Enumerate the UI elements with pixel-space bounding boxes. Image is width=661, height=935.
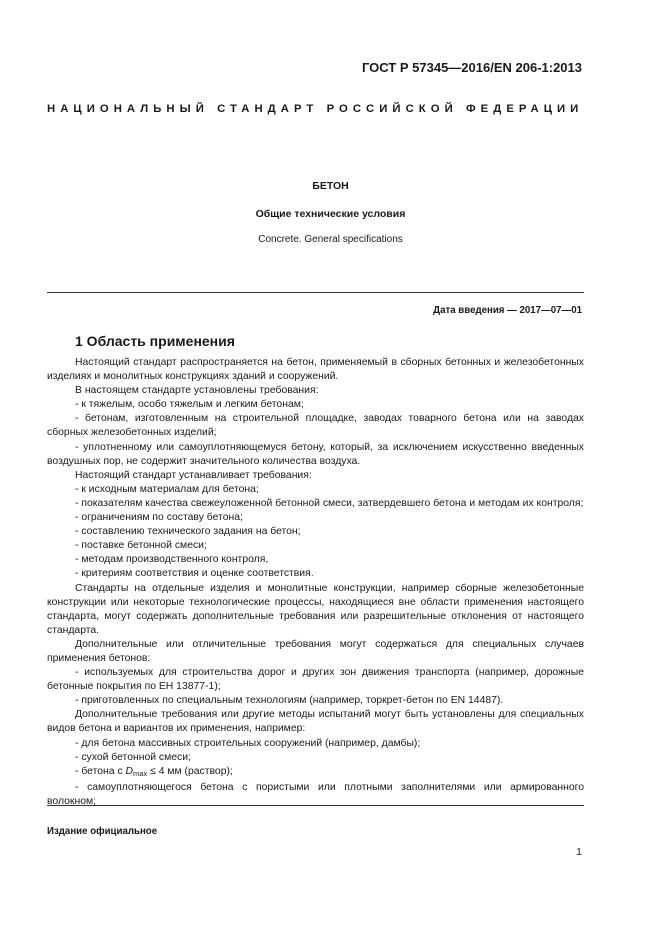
national-standard-banner: НАЦИОНАЛЬНЫЙ СТАНДАРТ РОССИЙСКОЙ ФЕДЕРАЦИИ: [47, 103, 584, 115]
list-item: - для бетона массивных строительных сооружений (например, дамбы);: [75, 737, 421, 749]
paragraph: Стандарты на отдельные изделия и монолитные конструкции, например сборные железобетонные конструкции или некоторые технологические процессы, находящиеся вне области применения настоящего стандарта, могут содержать дополнительные требования или разрешительные отклонения от настоящего стандарта.: [47, 582, 584, 636]
document-title: БЕТОН: [312, 180, 349, 192]
list-item: - методам производственного контроля,: [75, 554, 269, 566]
list-item: - к исходным материалам для бетона;: [75, 483, 259, 495]
header-divider: [47, 292, 584, 293]
list-item: - критериям соответствия и оценке соответствия.: [75, 568, 314, 580]
english-title: Concrete. General specifications: [258, 234, 403, 245]
list-item: - самоуплотняющегося бетона с пористыми или плотными заполнителями или армированного волокном;: [47, 781, 584, 807]
list-item: - приготовленных по специальным технологиям (например, торкрет-бетон по EN 14487).: [75, 695, 504, 707]
dmax-suffix: ≤ 4 мм (раствор);: [147, 765, 233, 777]
list-item: - бетонам, изготовленным на строительной площадке, заводах товарного бетона или на заводах сборных железобетонных изделий;: [47, 413, 584, 439]
footer-divider: [47, 805, 584, 806]
list-item: - показателям качества свежеуложенной бетонной смеси, затвердевшего бетона и методам их контроля;: [75, 497, 584, 509]
list-item: - составлению технического задания на бетон;: [75, 526, 301, 538]
paragraph: Дополнительные или отличительные требования могут содержаться для специальных случаев применения бетонов:: [47, 638, 584, 664]
section-heading: 1 Область применения: [75, 333, 235, 349]
section-body: [47, 356, 584, 809]
page-number: 1: [576, 846, 582, 858]
list-item: - к тяжелым, особо тяжелым и легким бетонам;: [75, 399, 304, 411]
standard-code: ГОСТ Р 57345—2016/EN 206-1:2013: [361, 60, 582, 75]
dmax-subscript: max: [133, 768, 148, 778]
list-item: - сухой бетонной смеси;: [75, 751, 191, 763]
dmax-symbol: D: [125, 765, 134, 777]
list-item: - уплотненному или самоуплотняющемуся бетону, который, за исключением искусственно введенных воздушных пор, не содержит значительного количества воздуха.: [47, 441, 584, 467]
dmax-prefix: - бетона с: [75, 765, 126, 777]
list-item: - ограничениям по составу бетона;: [75, 512, 243, 524]
list-item: - поставке бетонной смеси;: [75, 540, 207, 552]
list-item-dmax: [47, 765, 584, 781]
list-item: - используемых для строительства дорог и других зон движения транспорта (например, дорожные бетонные покрытия по ЕН 13877-1);: [47, 667, 584, 693]
document-subtitle: Общие технические условия: [255, 208, 406, 220]
paragraph: Дополнительные требования или другие методы испытаний могут быть установлены для специальных видов бетона и вариантов их применения, например:: [47, 709, 584, 735]
edition-label: Издание официальное: [47, 826, 158, 837]
paragraph: Настоящий стандарт устанавливает требования:: [75, 469, 312, 481]
paragraph: В настоящем стандарте установлены требования:: [75, 385, 319, 397]
introduction-date: Дата введения — 2017—07—01: [433, 305, 582, 316]
paragraph: Настоящий стандарт распространяется на бетон, применяемый в сборных бетонных и железобетонных изделиях и монолитных конструкциях зданий и сооружений.: [47, 357, 584, 383]
